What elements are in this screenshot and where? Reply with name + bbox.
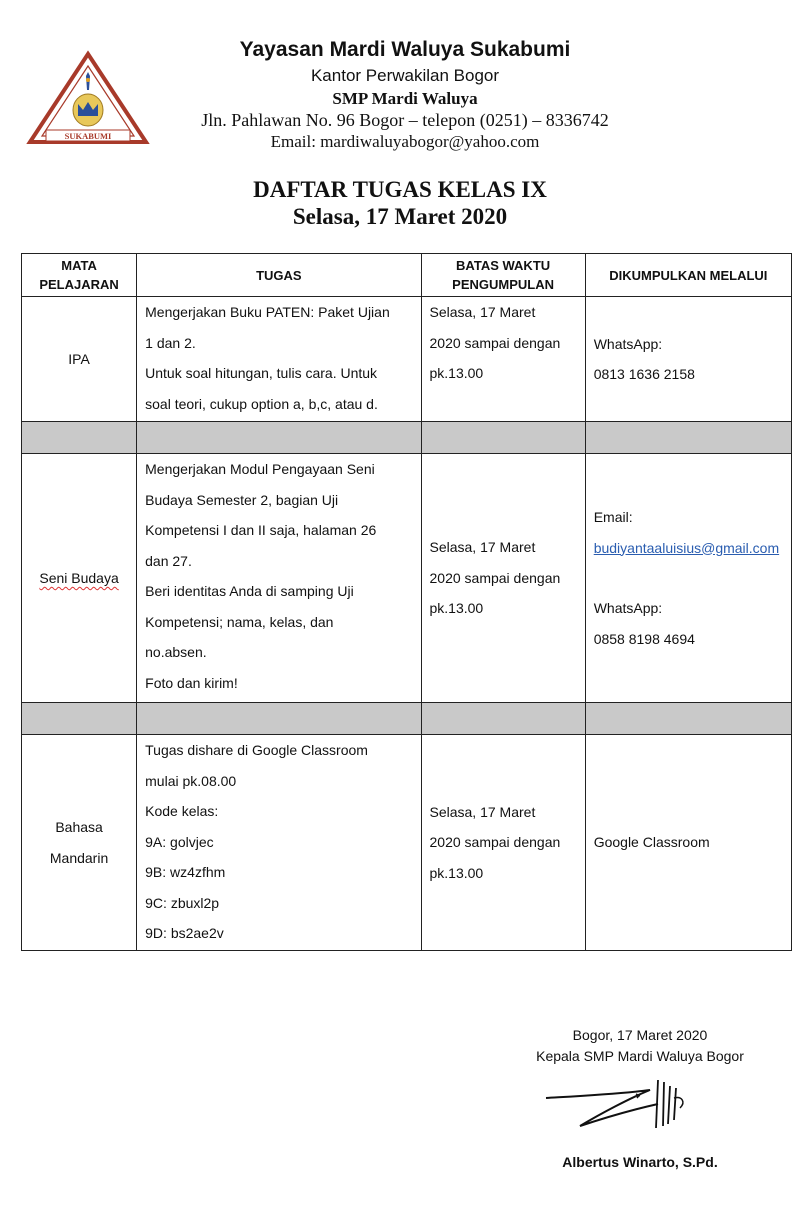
header-task: TUGAS: [137, 254, 421, 297]
header-subject: [22, 254, 137, 297]
deadline-line: Selasa, 17 Maret: [429, 803, 536, 820]
task-line: 9C: zbuxl2p: [145, 894, 220, 911]
deadline-line: Selasa, 17 Maret: [429, 539, 536, 556]
subject-cell: [22, 297, 137, 422]
task-cell: [137, 735, 421, 951]
task-line: Kompetensi I dan II saja, halaman 26: [145, 522, 377, 538]
task-line: dan 27.: [145, 552, 192, 569]
header-deadline-line: PENGUMPULAN: [452, 277, 555, 292]
task-line: soal teori, cukup option a, b,c, atau d.: [145, 395, 378, 412]
separator-cell: [585, 422, 791, 454]
signature-role: Kepala SMP Mardi Waluya Bogor: [536, 1048, 744, 1064]
deadline-line: 2020 sampai dengan: [429, 834, 561, 851]
deadline-line: Selasa, 17 Maret: [429, 304, 536, 320]
table-header-row: [22, 254, 792, 297]
deadline-line: 2020 sampai dengan: [429, 334, 561, 351]
school-email: Email: mardiwaluyabogor@yahoo.com: [270, 132, 540, 151]
task-line: no.absen.: [145, 644, 207, 660]
submit-platform: Google Classroom: [593, 834, 710, 851]
deadline-line: pk.13.00: [429, 600, 484, 617]
separator-cell: [137, 422, 421, 454]
subject-name: Mandarin: [49, 849, 109, 866]
header-subject-line: PELAJARAN: [39, 277, 119, 292]
task-cell: [137, 454, 421, 703]
document-date: Selasa, 17 Maret 2020: [292, 204, 508, 229]
spacer: [594, 563, 783, 593]
table-row: [22, 735, 792, 951]
separator-cell: [22, 422, 137, 454]
document-title: DAFTAR TUGAS KELAS IX: [253, 177, 547, 202]
separator-row: [22, 422, 792, 454]
separator-cell: [585, 703, 791, 735]
handwritten-signature: [540, 1068, 700, 1148]
submit-cell: [585, 735, 791, 951]
signature-place-date: Bogor, 17 Maret 2020: [572, 1027, 708, 1043]
separator-cell: [421, 422, 585, 454]
submit-cell: [585, 454, 791, 703]
deadline-line: 2020 sampai dengan: [429, 569, 561, 586]
subject-cell: [22, 735, 137, 951]
school-name: SMP Mardi Waluya: [332, 89, 478, 108]
school-logo: [26, 50, 150, 150]
separator-cell: [22, 703, 137, 735]
header-subject-line: MATA: [61, 258, 97, 273]
deadline-cell: [421, 297, 585, 422]
whatsapp-label: WhatsApp:: [593, 600, 663, 616]
submit-label: WhatsApp:: [593, 335, 663, 352]
task-line: Untuk soal hitungan, tulis cara. Untuk: [145, 365, 378, 381]
task-line: Mengerjakan Buku PATEN: Paket Ujian: [145, 304, 390, 320]
task-line: Foto dan kirim!: [145, 674, 238, 691]
email-label: Email:: [593, 509, 633, 525]
logo-text: SUKABUMI: [64, 131, 112, 141]
deadline-cell: [421, 454, 585, 703]
table-row: [22, 297, 792, 422]
header-deadline: [421, 254, 585, 297]
school-address: Jln. Pahlawan No. 96 Bogor – telepon (0251) – 8336742: [201, 110, 609, 130]
task-line: 1 dan 2.: [145, 334, 196, 351]
task-line: Kode kelas:: [145, 803, 219, 819]
signatory-name: Albertus Winarto, S.Pd.: [562, 1154, 718, 1170]
task-table: [21, 253, 792, 951]
deadline-cell: [421, 735, 585, 951]
whatsapp-number: 0813 1636 2158: [593, 366, 695, 382]
subject-name: IPA: [68, 351, 90, 367]
task-line: Tugas dishare di Google Classroom: [145, 742, 368, 758]
table-row: [22, 454, 792, 703]
separator-cell: [421, 703, 585, 735]
task-cell: [137, 297, 421, 422]
task-line: Budaya Semester 2, bagian Uji: [145, 491, 339, 508]
separator-row: [22, 703, 792, 735]
submit-cell: [585, 297, 791, 422]
subject-name: Seni Budaya: [39, 570, 119, 586]
header-deadline-line: BATAS WAKTU: [456, 258, 551, 273]
task-line: 9D: bs2ae2v: [145, 925, 224, 941]
task-line: mulai pk.08.00: [145, 772, 237, 789]
subject-cell: [22, 454, 137, 703]
deadline-line: pk.13.00: [429, 365, 484, 381]
separator-cell: [137, 703, 421, 735]
task-line: 9A: golvjec: [145, 833, 214, 850]
task-line: Kompetensi; nama, kelas, dan: [145, 613, 334, 630]
office-name: Kantor Perwakilan Bogor: [310, 66, 500, 85]
subject-name: Bahasa: [55, 819, 103, 835]
header-submit: DIKUMPULKAN MELALUI: [585, 254, 791, 297]
email-link[interactable]: budiyantaaluisius@gmail.com: [593, 539, 780, 556]
task-line: 9B: wz4zfhm: [145, 864, 226, 880]
whatsapp-number: 0858 8198 4694: [593, 630, 695, 647]
task-line: Beri identitas Anda di samping Uji: [145, 583, 354, 599]
deadline-line: pk.13.00: [429, 864, 484, 881]
task-line: Mengerjakan Modul Pengayaan Seni: [145, 461, 375, 477]
foundation-name: Yayasan Mardi Waluya Sukabumi: [239, 38, 571, 61]
